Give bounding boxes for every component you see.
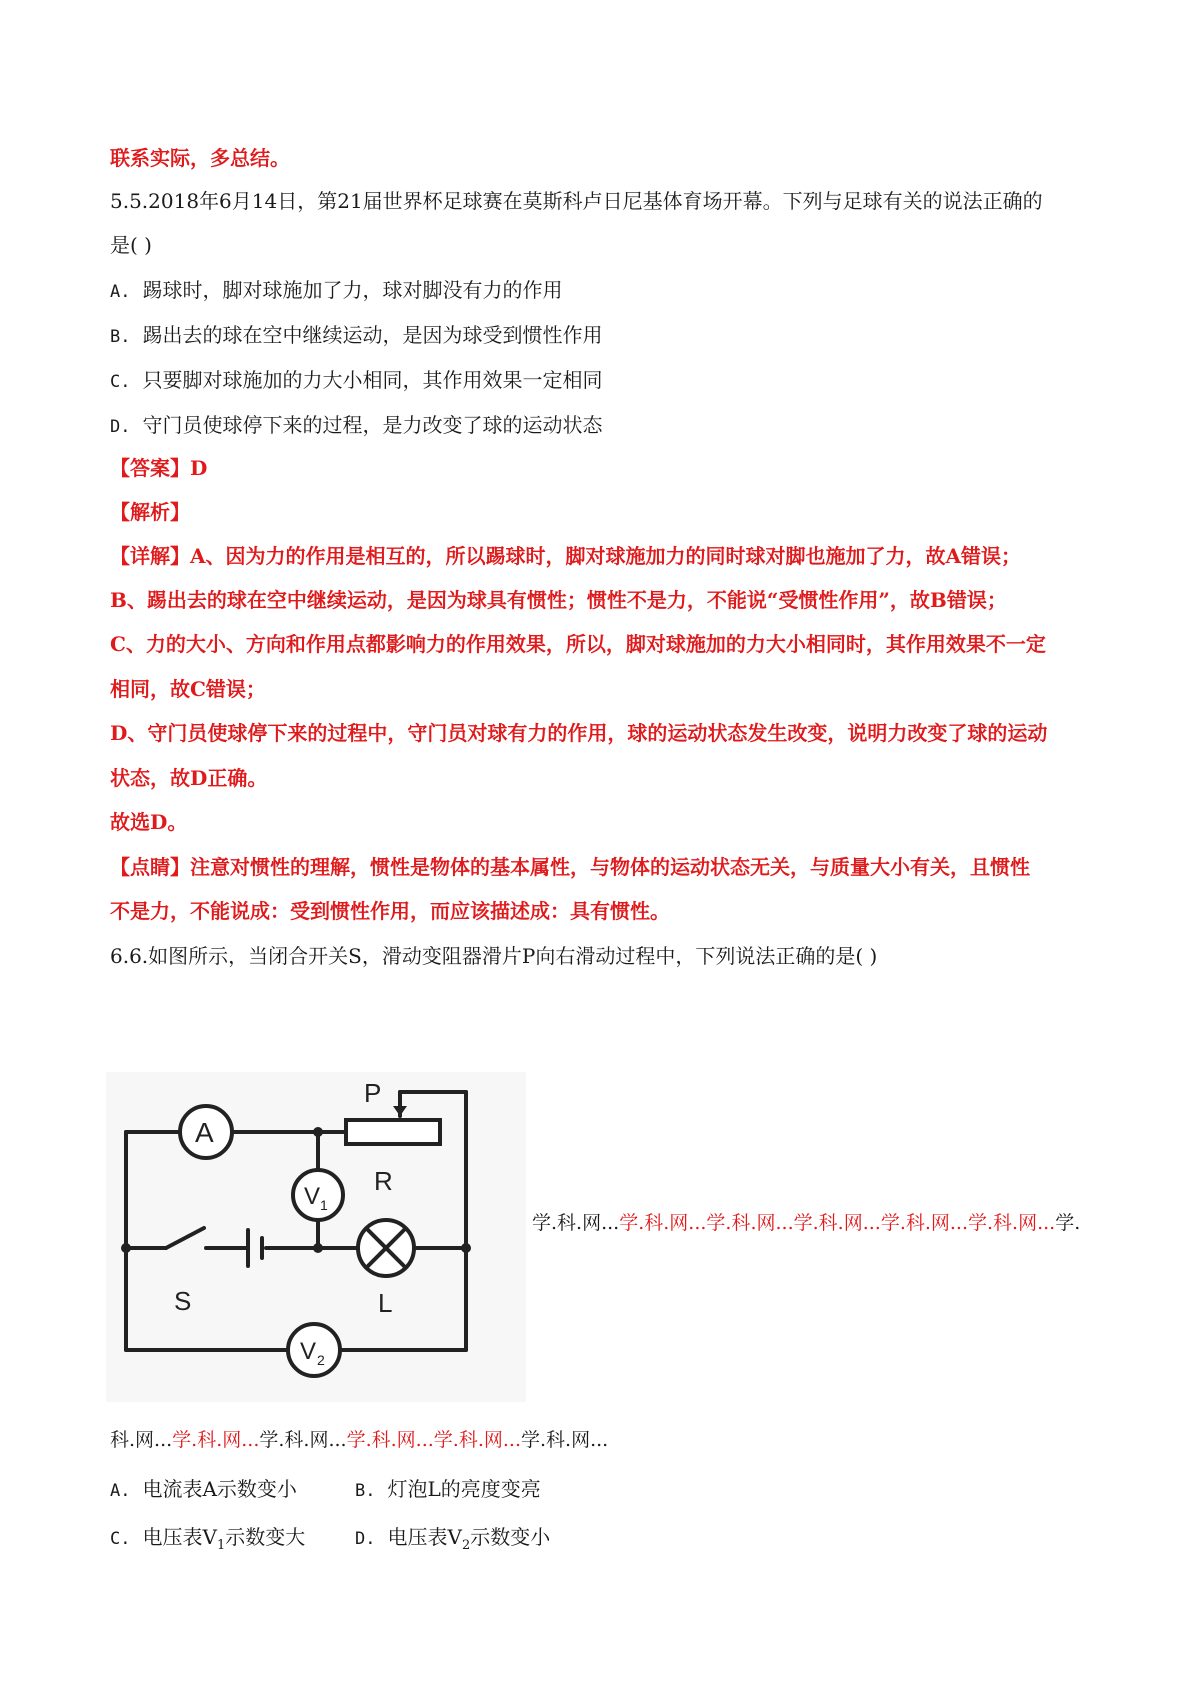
label-s: S	[174, 1286, 192, 1316]
answer-line	[110, 453, 207, 483]
detail-line-6: 状态，故D正确。	[110, 766, 268, 790]
option-text: 电压表V	[387, 1525, 462, 1549]
answer-label: 【答案】	[110, 456, 190, 480]
junction-dot	[121, 1243, 131, 1253]
option-key: C.	[110, 372, 131, 392]
label-p: P	[364, 1078, 382, 1108]
tip-line-1: 【点睛】注意对惯性的理解，惯性是物体的基本属性，与物体的运动状态无关，与质量大小有关，且惯性	[110, 855, 1030, 879]
q5-option-b	[110, 320, 602, 352]
option-text: 电流表A示数变小	[142, 1477, 297, 1501]
q6-option-d	[355, 1522, 550, 1561]
watermark-text: 学.科.网...	[433, 1429, 521, 1451]
question-5-stem: 5.5.2018年6月14日，第21届世界杯足球赛在莫斯科卢日尼基体育场开幕。下列与足球有关的说法正确的	[110, 189, 1043, 213]
watermark-text: 学.科.网...	[880, 1212, 969, 1234]
option-key: D.	[355, 1529, 376, 1549]
option-text: 示数变小	[470, 1525, 551, 1549]
q5-option-c	[110, 365, 602, 397]
watermark-text: 学.科.网...	[172, 1429, 260, 1451]
junction-dot	[461, 1243, 471, 1253]
option-text: 踢出去的球在空中继续运动，是因为球受到惯性作用	[142, 323, 603, 347]
junction-dot	[313, 1127, 323, 1137]
analysis-label: 【解析】	[110, 500, 190, 524]
option-text: 灯泡L的亮度变亮	[387, 1477, 541, 1501]
text-line-summary: 联系实际，多总结。	[110, 146, 290, 170]
detail-line-4: 相同，故C错误；	[110, 677, 266, 701]
watermark-text: 学.科.网...	[706, 1212, 794, 1234]
option-key: D.	[110, 417, 131, 437]
watermark-text: 学.科.网...	[532, 1212, 620, 1234]
subscript: 2	[461, 1538, 471, 1553]
q5-option-a	[110, 275, 562, 307]
label-v2-sub: 2	[317, 1352, 325, 1368]
question-5-stem-cont: 是( )	[110, 233, 152, 257]
option-text: 只要脚对球施加的力大小相同，其作用效果一定相同	[142, 368, 603, 392]
label-v1: V	[304, 1183, 321, 1210]
watermark-text: 学.科.网...	[968, 1212, 1056, 1234]
detail-line-1: 【详解】A、因为力的作用是相互的，所以踢球时，脚对球施加力的同时球对脚也施加了力，故A错误；	[110, 544, 1022, 568]
answer-value: D	[190, 456, 208, 480]
watermark-text: 学.科.网...	[793, 1212, 881, 1234]
q6-option-a	[110, 1474, 297, 1506]
tip-line-2: 不是力，不能说成：受到惯性作用，而应该描述成：具有惯性。	[110, 899, 670, 923]
label-v2: V	[300, 1338, 317, 1365]
option-text: 电压表V	[142, 1525, 217, 1549]
rheostat-symbol	[346, 1120, 440, 1144]
q6-option-b	[355, 1474, 541, 1506]
watermark-line-2	[110, 1425, 608, 1455]
label-l: L	[378, 1288, 393, 1318]
watermark-text: 学.科.网...	[259, 1429, 347, 1451]
subscript: 1	[216, 1538, 226, 1553]
question-6-stem: 6.6.如图所示，当闭合开关S，滑动变阻器滑片P向右滑动过程中，下列说法正确的是( )	[110, 944, 878, 968]
detail-line-2: B、踢出去的球在空中继续运动，是因为球具有惯性；惯性不是力，不能说“受惯性作用”，故B错误；	[110, 588, 1007, 612]
watermark-text: 学.科.网...	[619, 1212, 707, 1234]
watermark-text: 学.科.网...	[346, 1429, 434, 1451]
option-key: A.	[110, 1481, 131, 1501]
watermark-text: 学.科.网...	[520, 1429, 609, 1451]
junction-dot	[313, 1243, 323, 1253]
circuit-diagram	[106, 1072, 526, 1402]
watermark-line-1	[532, 1208, 1080, 1238]
option-key: B.	[355, 1481, 376, 1501]
option-text: 示数变大	[225, 1525, 306, 1549]
label-ammeter: A	[195, 1117, 214, 1148]
option-key: B.	[110, 327, 131, 347]
option-text: 踢球时，脚对球施加了力，球对脚没有力的作用	[142, 278, 563, 302]
watermark-text: 学.	[1055, 1212, 1081, 1234]
option-text: 守门员使球停下来的过程，是力改变了球的运动状态	[142, 413, 603, 437]
detail-line-3: C、力的大小、方向和作用点都影响力的作用效果，所以，脚对球施加的力大小相同时，其作用效果不一定	[110, 632, 1046, 656]
detail-line-7: 故选D。	[110, 810, 188, 834]
watermark-text: 科.网...	[110, 1429, 173, 1451]
q6-option-c	[110, 1522, 305, 1561]
detail-line-5: D、守门员使球停下来的过程中，守门员对球有力的作用，球的运动状态发生改变，说明力改变了球的运动	[110, 721, 1048, 745]
label-r: R	[374, 1166, 393, 1196]
option-key: A.	[110, 282, 131, 302]
q5-option-d	[110, 410, 602, 442]
label-v1-sub: 1	[320, 1197, 328, 1213]
option-key: C.	[110, 1529, 131, 1549]
